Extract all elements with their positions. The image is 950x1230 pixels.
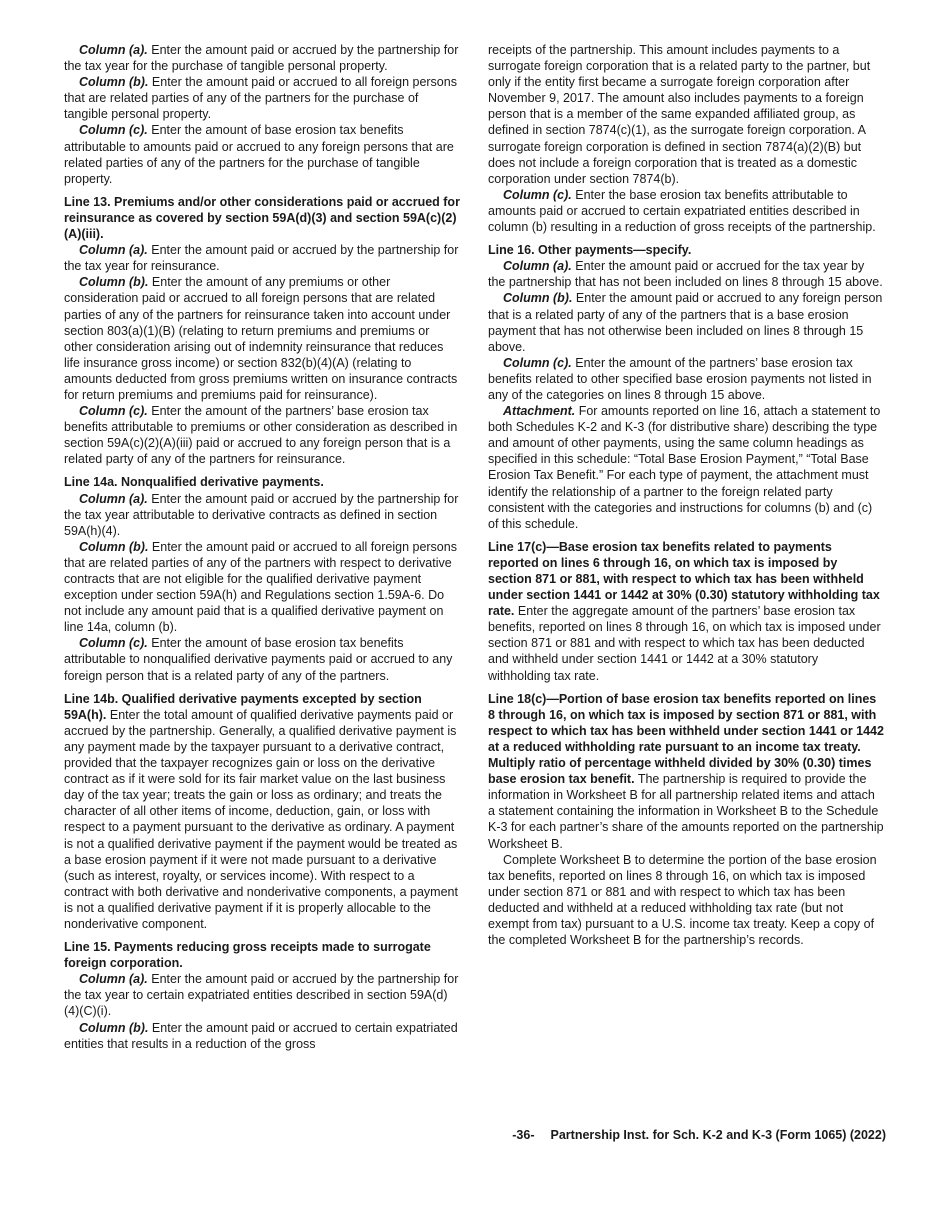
heading-title: Line 14b. Qualified derivative payments excepted by section 59A(h). <box>64 691 422 722</box>
paragraph <box>64 122 460 186</box>
section-heading <box>64 474 460 490</box>
column-label: Column (a). <box>79 43 148 57</box>
paragraph <box>488 290 884 354</box>
left-column <box>64 42 460 1052</box>
document-page <box>64 42 886 1182</box>
section-heading <box>488 539 884 684</box>
heading-body: Enter the total amount of qualified derivative payments paid or accrued by the partnership. Generally, a qualified derivative payment is any payment made by the taxpayer pursuant to a derivative contract, provided that the taxpayer recognizes gain or loss on the derivative contract as if it were sold for its fair market value on the last business day of the tax year; treats the gain or loss as ordinary; and treats the character of all other items of income, deduction, gain, or loss with respect to a payment pursuant to the derivative as ordinary. A payment is not a qualified derivative payment if the payment would be treated as a base erosion payment if it were not made pursuant to a derivative (such as interest, royalty, or services income). With respect to a contract with both derivative and nonderivative components, a payment is not a qualified derivative payment if it is properly allocable to the nonderivative component. <box>64 707 458 931</box>
paragraph-text: Enter the amount paid or accrued to all foreign persons that are related parties of any of the partners for the purchase of tangible personal property. <box>64 75 457 122</box>
paragraph-text: Enter the amount paid or accrued by the partnership for the tax year for the purchase of tangible personal property. <box>64 43 459 74</box>
right-column <box>488 42 884 948</box>
paragraph <box>488 852 884 949</box>
paragraph <box>64 1020 460 1052</box>
paragraph-text: Complete Worksheet B to determine the portion of the base erosion tax benefits, reported on lines 8 through 16, on which tax is imposed under section 871 or 881 and with respect to which tax has been deducted and withheld at a reduced withholding tax rate (but not exempt from tax) pursuant to a U.S. income tax treaty. Keep a copy of the completed Worksheet B for the partnership’s records. <box>488 852 877 948</box>
column-label: Column (b). <box>79 275 149 290</box>
paragraph <box>488 403 884 532</box>
section-heading <box>64 194 460 242</box>
column-label: Column (c). <box>503 355 572 370</box>
paragraph <box>488 258 884 290</box>
section-heading <box>488 691 884 852</box>
paragraph <box>64 42 460 74</box>
paragraph-text: Enter the amount of the partners’ base erosion tax benefits attributable to premiums or other consideration as described in section 59A(c)(2)(A)(iii) paid or accrued to any foreign person that is a related party of any of the partners for reinsurance. <box>64 404 458 467</box>
column-label: Column (b). <box>503 291 573 306</box>
paragraph <box>64 403 460 467</box>
heading-title: Line 17(c)—Base erosion tax benefits related to payments reported on lines 6 through 16, on which tax is imposed by section 871 or 881, with respect to which tax has been withheld under section 1441 or 1442 at 30% (0.30) statutory withholding tax rate. <box>488 539 880 619</box>
column-label: Attachment. <box>503 404 576 419</box>
footer-title: Partnership Inst. for Sch. K-2 and K-3 (Form 1065) (2022) <box>550 1128 886 1142</box>
column-label: Column (a). <box>503 259 572 274</box>
paragraph-text: Enter the amount paid or accrued for the tax year by the partnership that has not been included on lines 8 through 15 above. <box>488 259 883 290</box>
column-label: Column (a). <box>79 491 148 506</box>
paragraph-text: Enter the amount paid or accrued by the partnership for the tax year for reinsurance. <box>64 243 459 274</box>
column-label: Column (a). <box>79 972 148 987</box>
paragraph-text: Enter the base erosion tax benefits attributable to amounts paid or accrued to certain expatriated entities described in column (b) resulting in a reduction of gross receipts of the partnership. <box>488 187 876 235</box>
heading-title: Line 16. Other payments—specify. <box>488 243 692 258</box>
paragraph <box>488 42 884 187</box>
paragraph-text: For amounts reported on line 16, attach a statement to both Schedules K-2 and K-3 (for distributive share) describing the type and amount of other payments, using the same column headings as specified in this schedule: “Total Base Erosion Payment,” “Total Base Erosion Tax Benefit.” For each type of payment, the attachment must identify the relationship of a partner to the foreign related party consistent with the categories and instructions for columns (b) and (c) of this schedule. <box>488 404 881 531</box>
paragraph <box>488 187 884 235</box>
column-label: Column (c). <box>79 404 148 419</box>
paragraph-text: Enter the amount of any premiums or other consideration paid or accrued to all foreign persons that are related parties of any of the partners for reinsurance taken into account under section 803(a)(1)(B) (relating to return premiums and premiums or other consideration arising out of indemnity reinsurance that reduces life insurance gross income) or section 832(b)(4)(A) (relating to amounts deducted from gross premiums written on insurance contracts for return premiums and premiums paid for reinsurance). <box>64 275 458 402</box>
paragraph <box>64 971 460 1019</box>
paragraph-text: receipts of the partnership. This amount includes payments to a surrogate foreign corporation that is a related party to the partner, but only if the entity first became a surrogate foreign corporation after November 9, 2017. The amount also includes payments to a foreign person that is a member of the same expanded affiliated group, as defined in section 7874(c)(1), as the surrogate foreign corporation. A surrogate foreign corporation is defined in section 7874(a)(2)(B) but does not include a foreign corporation that is treated as a domestic corporation under section 7874(b). <box>488 43 871 186</box>
page-footer <box>0 1128 886 1142</box>
column-label: Column (c). <box>79 123 148 138</box>
paragraph-text: Enter the amount paid or accrued to any foreign person that is a related party of any of the partners that is a base erosion payment that has not otherwise been included on lines 8 through 15 above. <box>488 291 883 354</box>
paragraph <box>64 539 460 636</box>
page-number: -36- <box>512 1128 535 1142</box>
heading-body: The partnership is required to provide the information in Worksheet B for all partnership related items and attach a statement containing the information in Worksheet B to the Schedule K-3 for each partner’s share of the amounts reported on the partnership Worksheet B. <box>488 772 884 851</box>
paragraph-text: Enter the amount paid or accrued by the partnership for the tax year attributable to derivative contracts as defined in section 59A(h)(4). <box>64 491 459 538</box>
paragraph-text: Enter the amount of base erosion tax benefits attributable to nonqualified derivative payments paid or accrued to any foreign person that is a related party of any of the partners. <box>64 636 453 683</box>
column-label: Column (b). <box>79 75 149 90</box>
paragraph <box>488 355 884 403</box>
paragraph <box>64 635 460 683</box>
paragraph <box>64 74 460 122</box>
paragraph-text: Enter the amount paid or accrued to certain expatriated entities that results in a reduction of the gross <box>64 1020 458 1051</box>
paragraph-text: Enter the amount of base erosion tax benefits attributable to amounts paid or accrued to any foreign persons that are related parties of any of the partners for the purchase of tangible property. <box>64 123 454 186</box>
column-label: Column (c). <box>503 187 572 202</box>
heading-title: Line 13. Premiums and/or other considerations paid or accrued for reinsurance as covered by section 59A(d)(3) and section 59A(c)(2)(A)(iii). <box>64 194 460 242</box>
paragraph <box>64 491 460 539</box>
heading-body: Enter the aggregate amount of the partners’ base erosion tax benefits, reported on lines 8 through 16, on which tax is imposed under section 871 or 881 and with respect to which tax has been deducted and withheld under section 1441 or 1442 at a 30% statutory withholding tax rate. <box>488 604 881 683</box>
paragraph <box>64 242 460 274</box>
section-heading <box>488 242 884 258</box>
column-label: Column (b). <box>79 1020 149 1035</box>
column-label: Column (b). <box>79 539 149 554</box>
heading-title: Line 15. Payments reducing gross receipts made to surrogate foreign corporation. <box>64 940 431 971</box>
section-heading <box>64 691 460 932</box>
paragraph <box>64 274 460 403</box>
paragraph-text: Enter the amount paid or accrued by the partnership for the tax year to certain expatriated entities described in section 59A(d)(4)(C)(i). <box>64 972 459 1019</box>
heading-title: Line 18(c)—Portion of base erosion tax benefits reported on lines 8 through 16, on which tax is imposed by section 871 or 881, with respect to which tax has been withheld under section 1441 or 1442 at a reduced withholding rate pursuant to an income tax treaty. Multiply ratio of percentage withheld divided by 30% (0.30) times base erosion tax benefit. <box>488 691 884 787</box>
section-heading <box>64 939 460 971</box>
paragraph-text: Enter the amount of the partners’ base erosion tax benefits related to other specified base erosion payments not listed in any of the categories on lines 8 through 15 above. <box>488 355 872 402</box>
heading-title: Line 14a. Nonqualified derivative payments. <box>64 475 324 490</box>
column-label: Column (a). <box>79 243 148 258</box>
column-label: Column (c). <box>79 636 148 651</box>
paragraph-text: Enter the amount paid or accrued to all foreign persons that are related parties of any of the partners with respect to derivative contracts that are not eligible for the qualified derivative payment exception under section 59A(h) and Regulations section 1.59A-6. Do not include any amount paid that is a qualified derivative payment on line 14a, column (b). <box>64 539 457 635</box>
